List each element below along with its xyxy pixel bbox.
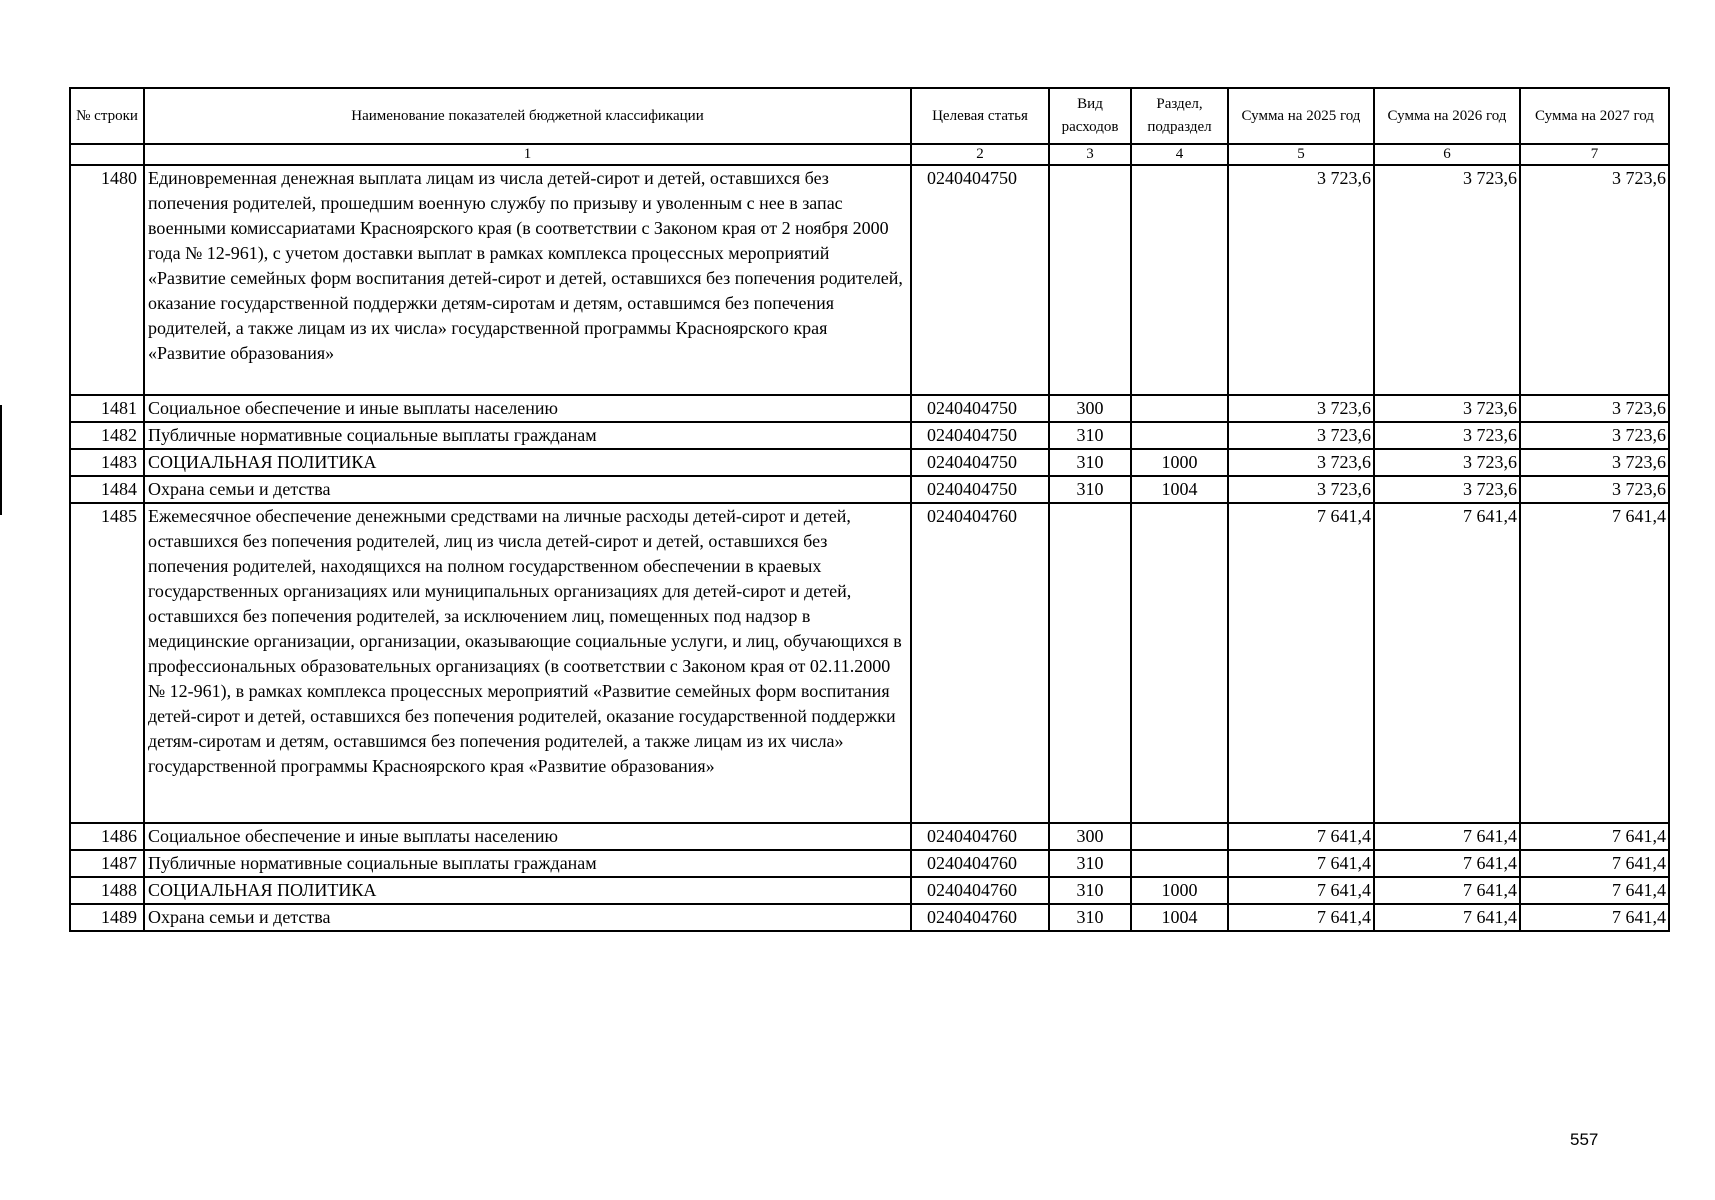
table-row — [70, 850, 1669, 877]
row-expense-type: 310 — [1049, 476, 1131, 503]
table-row — [70, 449, 1669, 476]
row-target: 0240404760 — [911, 877, 1049, 904]
column-number: 2 — [911, 144, 1049, 165]
row-number: 1486 — [70, 823, 144, 850]
row-section — [1131, 395, 1228, 422]
row-target: 0240404760 — [911, 823, 1049, 850]
column-number: 3 — [1049, 144, 1131, 165]
table-row — [70, 422, 1669, 449]
row-sum-2027: 7 641,4 — [1520, 503, 1669, 823]
row-expense-type: 310 — [1049, 904, 1131, 931]
column-number: 4 — [1131, 144, 1228, 165]
header-row — [70, 88, 1669, 144]
row-name: Ежемесячное обеспечение денежными средствами на личные расходы детей-сирот и детей, оставшихся без попечения родителей, лиц из числа детей-сирот и детей, оставшихся без попечения родителей, находящихся на полном государственном обеспечении в краевых государственных организациях или муниципальных организациях для детей-сирот и детей, оставшихся без попечения родителей, за исключением лиц, помещенных под надзор в медицинские организации, организации, оказывающие социальные услуги, и лиц, обучающихся в профессиональных образовательных организациях (в соответствии с Законом края от 02.11.2000 № 12-961), в рамках комплекса процессных мероприятий «Развитие семейных форм воспитания детей-сирот и детей, оставшихся без попечения родителей, оказание государственной поддержки детям-сиротам и детям, оставшимся без попечения родителей, а также лицам из их числа» государственной программы Красноярского края «Развитие образования» — [144, 503, 911, 823]
row-name: Охрана семьи и детства — [144, 476, 911, 503]
row-number: 1481 — [70, 395, 144, 422]
row-name: Единовременная денежная выплата лицам из числа детей-сирот и детей, оставшихся без попечения родителей, прошедшим военную службу по призыву и уволенным с нее в запас военными комиссариатами Красноярского края (в соответствии с Законом края от 2 ноября 2000 года № 12-961), с учетом доставки выплат в рамках комплекса процессных мероприятий «Развитие семейных форм воспитания детей-сирот и детей, оставшихся без попечения родителей, оказание государственной поддержки детям-сиротам и детям, оставшимся без попечения родителей, а также лицам из их числа» государственной программы Красноярского края «Развитие образования» — [144, 165, 911, 395]
row-sum-2027: 3 723,6 — [1520, 165, 1669, 395]
row-section: 1000 — [1131, 877, 1228, 904]
row-sum-2025: 3 723,6 — [1228, 422, 1374, 449]
header-sum-2026: Сумма на 2026 год — [1374, 88, 1520, 144]
table-row — [70, 476, 1669, 503]
row-target: 0240404750 — [911, 165, 1049, 395]
row-name: Публичные нормативные социальные выплаты гражданам — [144, 850, 911, 877]
row-number: 1483 — [70, 449, 144, 476]
row-expense-type — [1049, 165, 1131, 395]
page-number: 557 — [1570, 1130, 1599, 1149]
table-row — [70, 395, 1669, 422]
row-sum-2026: 3 723,6 — [1374, 476, 1520, 503]
row-sum-2025: 7 641,4 — [1228, 904, 1374, 931]
row-name: СОЦИАЛЬНАЯ ПОЛИТИКА — [144, 449, 911, 476]
header-sum-2025: Сумма на 2025 год — [1228, 88, 1374, 144]
row-sum-2027: 7 641,4 — [1520, 850, 1669, 877]
table-row — [70, 165, 1669, 395]
row-name: Социальное обеспечение и иные выплаты населению — [144, 395, 911, 422]
header-target: Целевая статья — [911, 88, 1049, 144]
row-number: 1480 — [70, 165, 144, 395]
row-section — [1131, 503, 1228, 823]
row-sum-2027: 7 641,4 — [1520, 823, 1669, 850]
row-sum-2026: 7 641,4 — [1374, 823, 1520, 850]
row-expense-type: 310 — [1049, 449, 1131, 476]
row-sum-2025: 3 723,6 — [1228, 449, 1374, 476]
row-target: 0240404750 — [911, 422, 1049, 449]
row-sum-2026: 7 641,4 — [1374, 850, 1520, 877]
row-expense-type: 300 — [1049, 823, 1131, 850]
row-sum-2026: 7 641,4 — [1374, 877, 1520, 904]
row-number: 1487 — [70, 850, 144, 877]
row-expense-type: 310 — [1049, 850, 1131, 877]
header-name: Наименование показателей бюджетной классификации — [144, 88, 911, 144]
row-number: 1482 — [70, 422, 144, 449]
row-target: 0240404750 — [911, 476, 1049, 503]
row-expense-type — [1049, 503, 1131, 823]
row-section — [1131, 850, 1228, 877]
row-name: СОЦИАЛЬНАЯ ПОЛИТИКА — [144, 877, 911, 904]
row-target: 0240404760 — [911, 904, 1049, 931]
row-name: Охрана семьи и детства — [144, 904, 911, 931]
column-number: 1 — [144, 144, 911, 165]
header-expense-type: Вид расходов — [1049, 88, 1131, 144]
margin-mark — [0, 405, 2, 515]
row-name: Публичные нормативные социальные выплаты гражданам — [144, 422, 911, 449]
row-section: 1004 — [1131, 904, 1228, 931]
row-target: 0240404750 — [911, 449, 1049, 476]
budget-table — [69, 87, 1670, 932]
row-sum-2025: 7 641,4 — [1228, 877, 1374, 904]
row-sum-2027: 3 723,6 — [1520, 449, 1669, 476]
column-number: 7 — [1520, 144, 1669, 165]
row-sum-2026: 3 723,6 — [1374, 165, 1520, 395]
row-number: 1489 — [70, 904, 144, 931]
row-target: 0240404760 — [911, 850, 1049, 877]
row-sum-2027: 3 723,6 — [1520, 395, 1669, 422]
row-sum-2026: 3 723,6 — [1374, 395, 1520, 422]
row-sum-2027: 3 723,6 — [1520, 422, 1669, 449]
table-row — [70, 823, 1669, 850]
row-sum-2027: 3 723,6 — [1520, 476, 1669, 503]
row-name: Социальное обеспечение и иные выплаты населению — [144, 823, 911, 850]
column-number — [70, 144, 144, 165]
table-row — [70, 877, 1669, 904]
row-sum-2027: 7 641,4 — [1520, 877, 1669, 904]
row-section — [1131, 823, 1228, 850]
row-sum-2026: 7 641,4 — [1374, 904, 1520, 931]
table-row — [70, 503, 1669, 823]
row-sum-2025: 7 641,4 — [1228, 823, 1374, 850]
row-expense-type: 310 — [1049, 877, 1131, 904]
row-sum-2026: 7 641,4 — [1374, 503, 1520, 823]
row-expense-type: 300 — [1049, 395, 1131, 422]
row-sum-2025: 7 641,4 — [1228, 850, 1374, 877]
column-number: 5 — [1228, 144, 1374, 165]
row-sum-2025: 3 723,6 — [1228, 165, 1374, 395]
row-target: 0240404750 — [911, 395, 1049, 422]
row-number: 1485 — [70, 503, 144, 823]
row-number: 1488 — [70, 877, 144, 904]
row-section: 1000 — [1131, 449, 1228, 476]
row-target: 0240404760 — [911, 503, 1049, 823]
column-number: 6 — [1374, 144, 1520, 165]
row-expense-type: 310 — [1049, 422, 1131, 449]
header-section: Раздел, подраздел — [1131, 88, 1228, 144]
row-sum-2025: 3 723,6 — [1228, 395, 1374, 422]
row-sum-2025: 3 723,6 — [1228, 476, 1374, 503]
row-sum-2026: 3 723,6 — [1374, 449, 1520, 476]
header-row-no: № строки — [70, 88, 144, 144]
row-sum-2025: 7 641,4 — [1228, 503, 1374, 823]
row-sum-2027: 7 641,4 — [1520, 904, 1669, 931]
row-section: 1004 — [1131, 476, 1228, 503]
column-number-row — [70, 144, 1669, 165]
header-sum-2027: Сумма на 2027 год — [1520, 88, 1669, 144]
row-number: 1484 — [70, 476, 144, 503]
row-section — [1131, 422, 1228, 449]
row-sum-2026: 3 723,6 — [1374, 422, 1520, 449]
table-row — [70, 904, 1669, 931]
row-section — [1131, 165, 1228, 395]
